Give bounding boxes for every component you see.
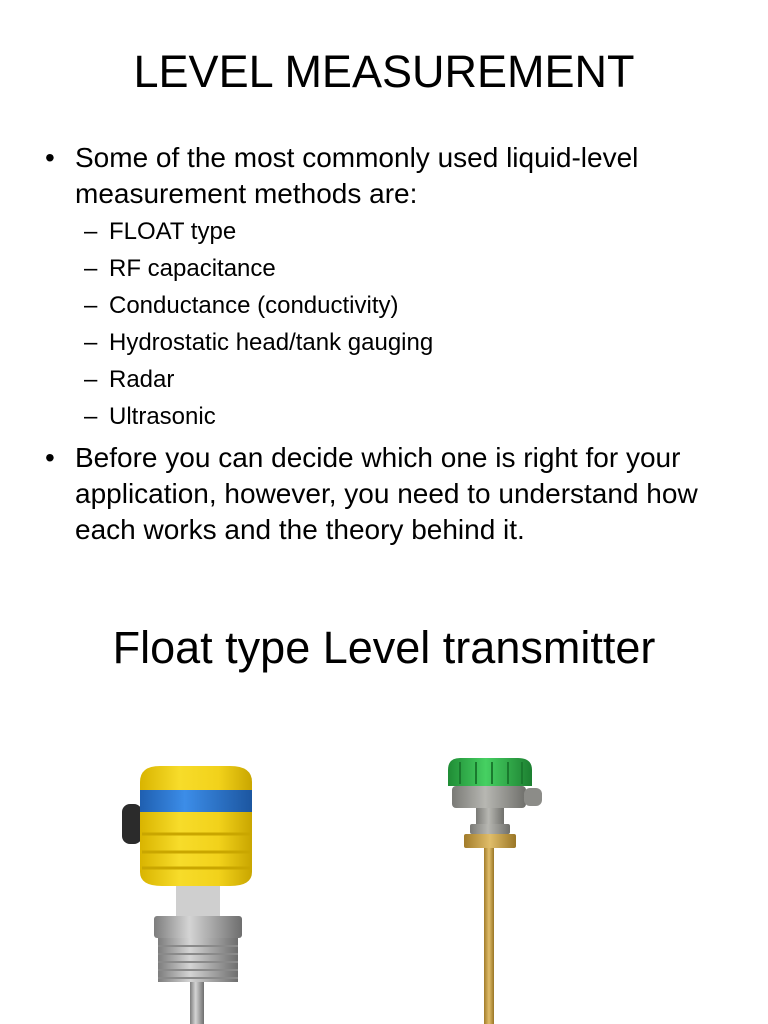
list-item (84, 324, 433, 361)
list-item-text: FLOAT type (109, 218, 237, 245)
list-item-text: Hydrostatic head/tank gauging (109, 329, 434, 356)
dash-marker: – (84, 403, 98, 430)
section-title: Float type Level transmitter (112, 622, 656, 673)
dash-marker: – (84, 366, 98, 393)
dash-marker: – (84, 255, 98, 282)
dash-marker: – (84, 218, 98, 245)
list-item (84, 287, 433, 324)
dash-marker: – (84, 292, 98, 319)
bullet-text: Some of the most commonly used liquid-level measurement methods are: (75, 142, 639, 209)
list-item-text: Radar (109, 366, 175, 393)
list-item (84, 398, 433, 435)
bullet-marker: • (45, 142, 55, 173)
bullet-text: Before you can decide which one is right for your application, however, you need to understand how each works and the theory behind it. (75, 442, 698, 545)
list-item-text: Ultrasonic (109, 403, 216, 430)
float-switch-yellow-image (110, 760, 270, 1024)
list-item (84, 213, 433, 250)
list-item (84, 250, 433, 287)
list-item (84, 361, 433, 398)
list-item-text: RF capacitance (109, 255, 276, 282)
dash-marker: – (84, 329, 98, 356)
page-title: LEVEL MEASUREMENT (133, 46, 635, 97)
method-list (84, 213, 433, 435)
list-item-text: Conductance (conductivity) (109, 292, 399, 319)
bullet-marker: • (45, 442, 55, 473)
float-transmitter-green-head-image (440, 752, 550, 1024)
